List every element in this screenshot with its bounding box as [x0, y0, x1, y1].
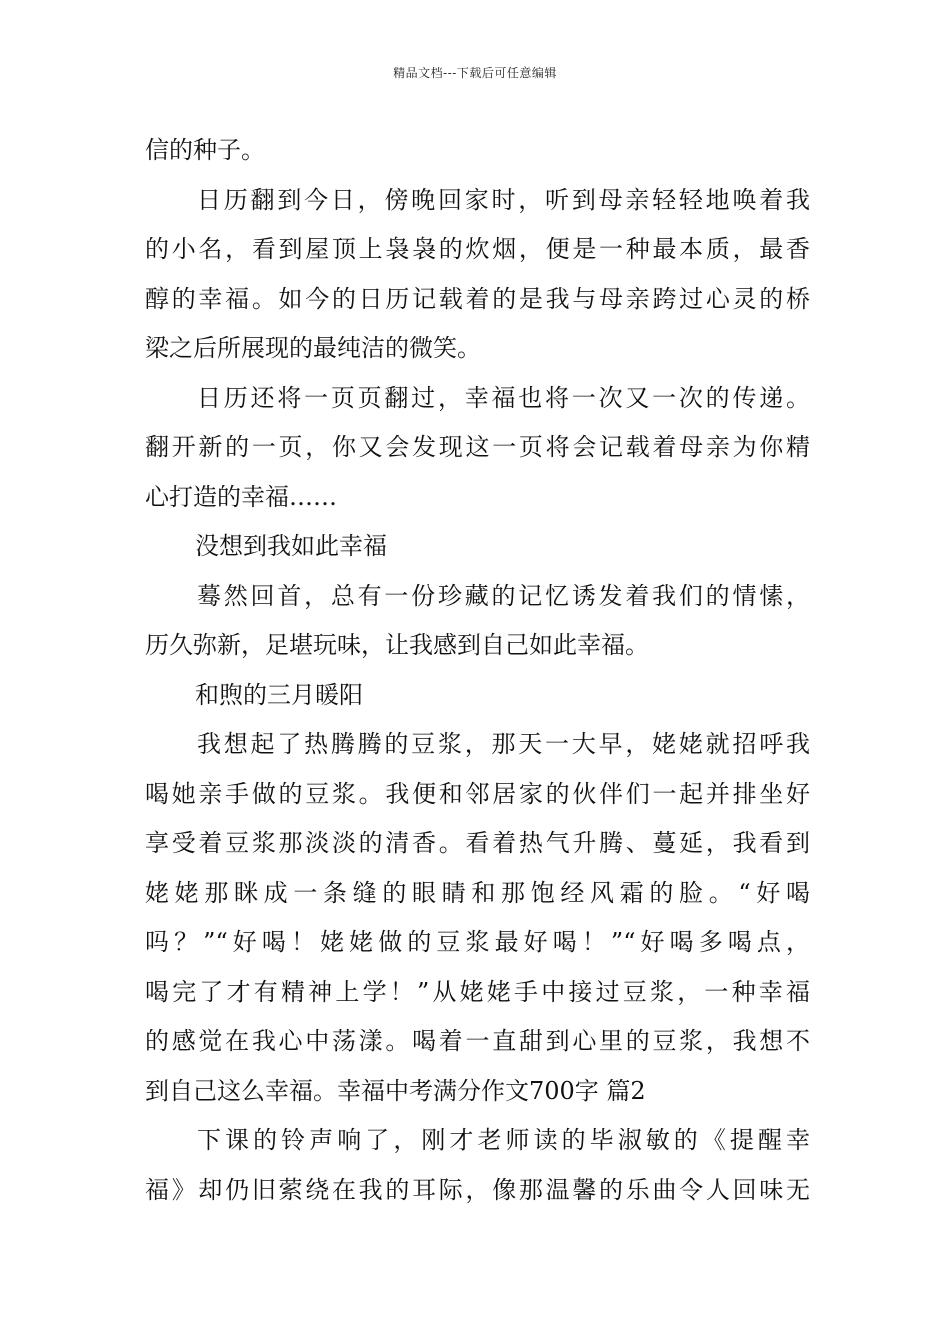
section-heading: 没想到我如此幸福	[195, 532, 387, 560]
page-header: 精品文档---下载后可任意编辑	[393, 66, 557, 80]
text-line: 喝完了才有精神上学！”从姥姥手中接过豆浆，一种幸福	[145, 977, 810, 1006]
text-line: 的小名，看到屋顶上袅袅的炊烟，便是一种最本质，最香	[145, 235, 810, 263]
text-line: 喝她亲手做的豆浆。我便和邻居家的伙伴们一起并排坐好	[145, 779, 810, 808]
text-line: 吗？”“好喝！姥姥做的豆浆最好喝！”“好喝多喝点，	[145, 928, 810, 956]
paragraph-start-line: 下课的铃声响了，刚才老师读的毕淑敏的《提醒幸	[197, 1126, 810, 1154]
text-line: 醇的幸福。如今的日历记载着的是我与母亲跨过心灵的桥	[145, 284, 810, 313]
text-line: 翻开新的一页，你又会发现这一页将会记载着母亲为你精	[145, 433, 810, 461]
text-line: 到自己这么幸福。幸福中考满分作文700字 篇2	[145, 1076, 646, 1105]
paragraph-start-line: 蓦然回首，总有一份珍藏的记忆诱发着我们的情愫，	[197, 581, 810, 610]
text-line: 享受着豆浆那淡淡的清香。看着热气升腾、蔓延，我看到	[145, 829, 810, 857]
paragraph-start-line: 日历还将一页页翻过，幸福也将一次又一次的传递。	[197, 383, 810, 412]
article-body	[145, 126, 810, 1215]
text-line: 信的种子。	[145, 136, 265, 164]
text-line: 历久弥新，足堪玩味，让我感到自己如此幸福。	[145, 631, 649, 659]
paragraph-start-line: 日历翻到今日，傍晚回家时，听到母亲轻轻地唤着我	[197, 185, 810, 214]
text-line: 梁之后所展现的最纯洁的微笑。	[145, 334, 481, 362]
text-line: 福》却仍旧萦绕在我的耳际，像那温馨的乐曲令人回味无	[145, 1175, 810, 1204]
text-line: 心打造的幸福……	[145, 482, 337, 511]
text-line: 姥姥那眯成一条缝的眼睛和那饱经风霜的脸。“好喝	[145, 878, 810, 907]
paragraph-start-line: 我想起了热腾腾的豆浆，那天一大早，姥姥就招呼我	[197, 730, 810, 758]
text-line: 的感觉在我心中荡漾。喝着一直甜到心里的豆浆，我想不	[145, 1027, 810, 1055]
section-heading: 和煦的三月暖阳	[195, 680, 363, 709]
